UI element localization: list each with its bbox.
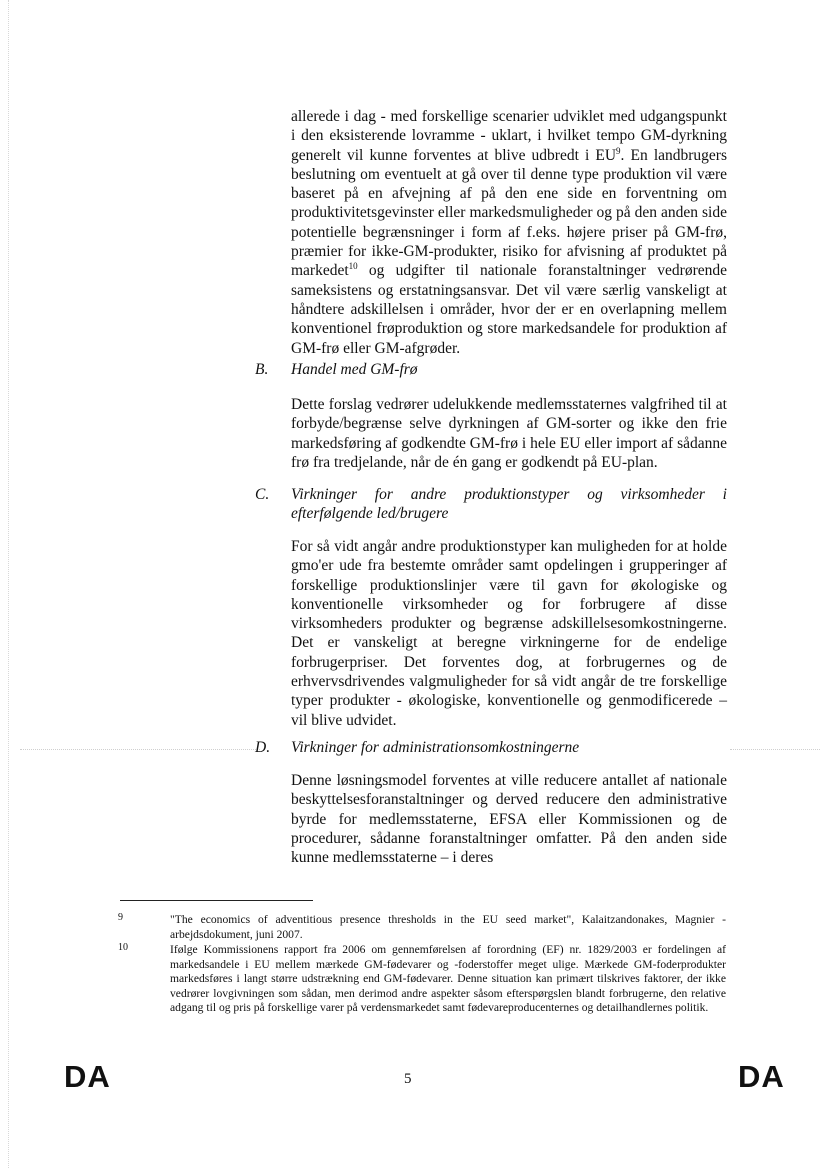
section-text-b: Dette forslag vedrører udelukkende medlemsstaternes valgfrihed til at forbyde/begrænse selve dyrkningen af GM-sorter og ikke den frie markedsføring af godkendte GM-frø i hele EU eller import af sådanne frø fra tredjelande, når de én gang er godkendt på EU-plan. (291, 396, 727, 471)
body-text: . En landbrugers beslutning om eventuelt at gå over til denne type produktion vil være baseret på en afvejning af på den ene side en forventning om produktivitetsgevinster eller markedsmuligheder og på den anden side potentielle begrænsninger i form af f.eks. højere priser på GM-frø, præmier for ikke-GM-produkter, risiko for afvisning af produktet på markedet (291, 146, 727, 280)
section-title-d: Virkninger for administrationsomkostningerne (291, 739, 580, 756)
section-text-c: For så vidt angår andre produktionstyper kan muligheden for at holde gmo'er ude fra bestemte områder samt opdelingen i grupperinger af forskellige produktionslinjer være til gavn for økologiske og konventionelle virksomheder og for forbrugere af disse virksomheders produkter og begrænse adskillelsesomkostningerne. Det er vanskeligt at beregne virkningerne for de endelige forbrugerpriser. Det forventes dog, at forbrugernes og de erhvervsdrivendes valgmuligheder for så vidt angår de tre forskellige typer produkter - økologiske, konventionelle og genmodificerede – vil blive udvidet. (291, 538, 727, 729)
body-paragraph-1 (291, 107, 727, 358)
section-letter-d: D. (255, 739, 271, 756)
footnote-number-10: 10 (118, 942, 128, 953)
body-text: allerede i dag - med forskellige scenarier udviklet med udgangspunkt i den eksisterende lovramme - uklart, i hvilket tempo GM-dyrkning generelt vil kunne forventes at blive udbredt i EU (291, 108, 727, 164)
section-letter-b: B. (255, 361, 269, 378)
section-title-b: Handel med GM-frø (291, 361, 418, 378)
footnote-ref-9[interactable]: 9 (616, 145, 621, 156)
section-letter-c: C. (255, 486, 270, 503)
footnote-text-9: "The economics of adventitious presence thresholds in the EU seed market", Kalaitzandonakes, Magnier - arbejdsdokument, juni 2007. (170, 913, 726, 941)
page-edge (8, 0, 9, 1168)
footnote-separator (120, 900, 313, 901)
section-text-d: Denne løsningsmodel forventes at ville reducere antallet af nationale beskyttelsesforanstaltninger og derved reducere den administrative byrde for medlemsstaterne, EFSA eller Kommissionen og de procedurer, sådanne foranstaltninger omfatter. På den anden side kunne medlemsstaterne – i deres (291, 772, 727, 867)
language-code-left: DA (64, 1059, 111, 1094)
scan-artifact-line (730, 749, 820, 750)
footnote-text-10: Ifølge Kommissionens rapport fra 2006 om gennemførelsen af forordning (EF) nr. 1829/2003 er fordelingen af markedsandele i EU mellem mærkede GM-fødevarer og -foderstoffer meget ulige. Mærkede GM-foderprodukter markedsføres i langt større udstrækning end GM-fødevarer. Denne situation kan primært tilskrives faktorer, der ikke vedrører lovgivningen som sådan, men derimod andre aspekter såsom efterspørgslen blandt forbrugerne, den relative adgang til og pris på forskellige varer på verdensmarkedet samt fødevareproducenternes og detailhandlernes politik. (170, 943, 726, 1015)
footnote-ref-10[interactable]: 10 (348, 261, 358, 272)
language-code-right: DA (738, 1059, 785, 1094)
footnote-number-9: 9 (118, 912, 123, 923)
scan-artifact-line (20, 749, 260, 750)
page-number: 5 (404, 1071, 412, 1087)
body-text: og udgifter til nationale foranstaltninger vedrørende sameksistens og erstatningsansvar. Det vil være særlig vanskeligt at håndtere adskillelsen i områder, hvor der er en overlapning mellem konventionel frøproduktion og store markedsandele for produktion af GM-frø eller GM-afgrøder. (291, 262, 727, 357)
section-title-c: Virkninger for andre produktionstyper og virksomheder i efterfølgende led/brugere (291, 486, 727, 523)
